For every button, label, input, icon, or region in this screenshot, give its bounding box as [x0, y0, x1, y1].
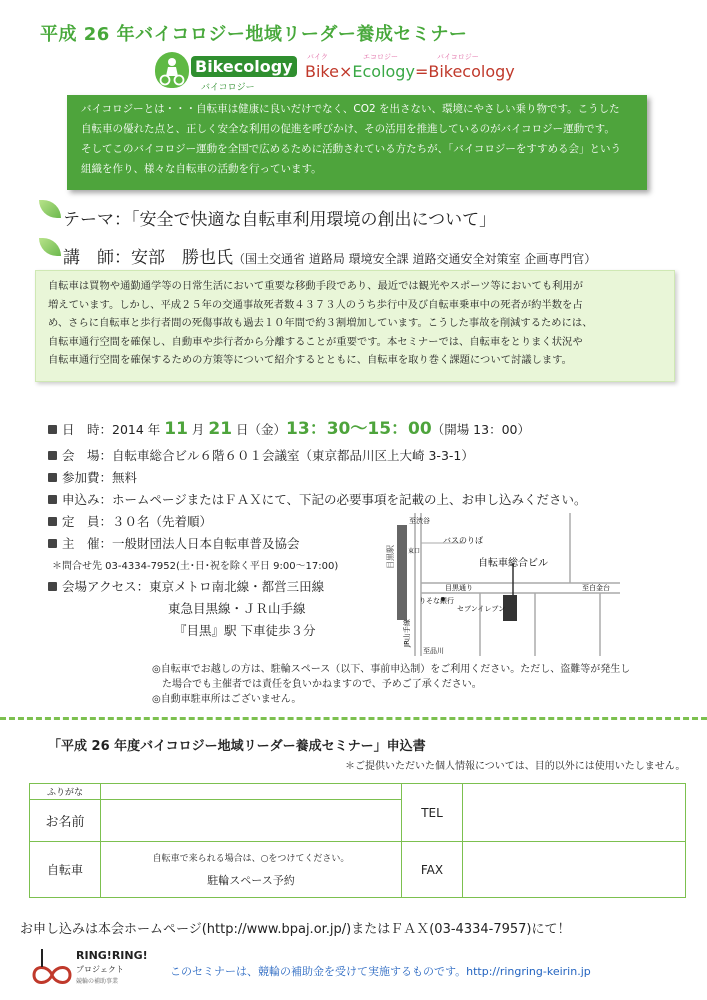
bullet-icon: [48, 473, 57, 482]
map-to-shinagawa: 至品川: [423, 647, 444, 655]
access-line-3: 『目黒』駅 下車徒歩３分: [174, 623, 316, 638]
map-bus: バスのりば: [443, 536, 483, 545]
map-shirokanedai: 至白金台: [582, 584, 610, 592]
eq-equals: =: [414, 62, 429, 81]
furigana-field[interactable]: [101, 784, 402, 800]
ruby-result: バイコロジー: [437, 53, 479, 61]
logo-sub: バイコロジー: [201, 83, 255, 93]
day-unit: 日（金）: [232, 422, 287, 437]
info-venue: [48, 446, 474, 464]
project-sub: 競輪の補助事業: [76, 978, 119, 985]
bullet-icon: [48, 495, 57, 504]
map-to-shibuya: 至渋谷: [409, 517, 430, 525]
map-east-exit: 東口: [408, 548, 421, 555]
tel-label: TEL: [402, 784, 463, 842]
name-label: お名前: [30, 800, 101, 842]
venue-text: 会 場：自転車総合ビル６階６０１会議室（東京都品川区上大崎 3-3-1）: [62, 448, 474, 463]
bullet-icon: [48, 425, 57, 434]
ringring-text: RING!RING!: [76, 949, 148, 962]
map-seven: セブンイレブン: [457, 605, 506, 613]
desc-line: 増えています。しかし、平成２５年の交通事故死者数４３７３人のうち歩行中及び自転車乗車中の死者が約半数を占: [48, 298, 583, 311]
name-field[interactable]: [101, 800, 402, 842]
notes: [152, 662, 630, 707]
intro-line: バイコロジーとは・・・自転車は健康に良いだけでなく、CO2 を出さない、環境にやさしい乗り物です。こうした: [81, 103, 620, 115]
bullet-icon: [48, 451, 57, 460]
date-month: 11: [164, 419, 188, 439]
intro-line: 自転車の優れた点と、正しく安全な利用の促進を呼びかけ、その活用を推進しているのがバイコロジー運動です。: [81, 123, 615, 135]
access-text: 会場アクセス：東京メトロ南北線・都営三田線: [62, 579, 325, 594]
apply-text: 申込み：ホームページまたはＦＡＸにて、下記の必要事項を記載の上、お申し込みください。: [62, 492, 587, 507]
subsidy-text: このセミナーは、競輪の補助金を受けて実施するものです。http://ringring-keirin.jp: [170, 965, 591, 978]
desc-line: 自転車は買物や通勤通学等の日常生活において重要な移動手段であり、最近では観光やスポーツ等においても利用が: [48, 280, 584, 292]
bullet-icon: [48, 539, 57, 548]
lecturer-name: 講 師：安部 勝也氏: [63, 248, 233, 268]
fax-field[interactable]: [463, 842, 686, 898]
theme-heading: テーマ：「安全で快適な自転車利用環境の創出について」: [63, 210, 497, 230]
project-text: プロジェクト: [76, 965, 124, 974]
venue-map: [385, 513, 620, 656]
info-fee: [48, 468, 137, 486]
leaf-icon: [39, 238, 61, 256]
parking-field[interactable]: [101, 842, 402, 898]
logo-word: Bikecology: [191, 56, 297, 77]
note-line: ◎自転車でお越しの方は、駐輪スペース（以下、事前申込制）をご利用ください。ただし、盗難等が発生し: [152, 664, 631, 675]
note-line: た場合でも主催者では責任を負いかねますので、予めご了承ください。: [162, 679, 482, 690]
lecturer-heading: [63, 243, 596, 268]
intro-line: そしてこのバイコロジー運動を全国で広めるために活動されている方たちが、「バイコロジーをすすめる会」という: [81, 143, 622, 155]
map-building: 自転車総合ビル: [478, 558, 548, 569]
date-day: 21: [208, 419, 233, 439]
application-form: [29, 783, 686, 898]
lecturer-affiliation: （国土交通省 道路局 環境安全課 道路交通安全対策室 企画専門官）: [233, 252, 597, 266]
bikecology-logo: [155, 52, 295, 94]
privacy-note: ＊ご提供いただいた個人情報については、目的以外には使用いたしません。: [345, 761, 686, 772]
bikecology-equation: [305, 53, 515, 81]
ringring-logo: [28, 945, 158, 993]
desc-line: 自転車通行空間を確保するための方策等について紹介するとともに、自転車を取り巻く課題について討議します。: [48, 354, 572, 366]
bullet-icon: [48, 582, 57, 591]
map-station: 目黒駅: [386, 545, 395, 569]
host-text: 主 催：一般財団法人日本自転車普及協会: [62, 536, 300, 551]
month-unit: 月: [187, 422, 209, 437]
note-line: ◎自動車駐車所はございません。: [152, 694, 302, 705]
capacity-text: 定 員：３０名（先着順）: [62, 514, 213, 529]
bullet-icon: [48, 517, 57, 526]
infinity-icon: [34, 949, 70, 983]
info-capacity: [48, 512, 212, 530]
eq-bike: Bike: [305, 62, 339, 81]
access-line-2: 東急目黒線・ＪＲ山手線: [168, 601, 306, 616]
map-yamanote: JR山手線: [403, 619, 411, 647]
page-title: 平成 26 年バイコロジー地域リーダー養成セミナー: [40, 24, 468, 45]
map-meguro-dori: 目黒通り: [445, 584, 473, 592]
info-date: [48, 414, 530, 439]
eq-ecology: Ecology: [352, 62, 415, 81]
fax-label: FAX: [402, 842, 463, 898]
description-box: [35, 270, 675, 382]
info-host: [48, 534, 300, 552]
desc-line: 自転車通行空間を確保し、自動車や歩行者から分離することが重要です。本セミナーでは、自転車をとりまく状況や: [48, 335, 583, 348]
fee-text: 参加費：無料: [62, 470, 138, 485]
bicycle-note: 自転車で来られる場合は、○をつけてください。: [152, 854, 350, 864]
ruby-bike: バイク: [307, 53, 328, 61]
form-title: 「平成 26 年度バイコロジー地域リーダー養成セミナー」申込書: [48, 739, 426, 754]
tel-field[interactable]: [463, 784, 686, 842]
cut-line: [0, 717, 707, 720]
open-time: （開場 13：00）: [431, 422, 530, 437]
ruby-eco: エコロジー: [363, 53, 398, 61]
date-label: 日 時：2014 年: [62, 422, 165, 437]
intro-line: 組織を作り、様々な自転車の活動を行っています。: [81, 163, 322, 175]
info-access: [48, 577, 324, 595]
desc-line: め、さらに自転車と歩行者間の死傷事故も過去１０年間で約３割増加しています。こうした事故を削減するためには、: [48, 317, 593, 329]
time-range: 13：30〜15：00: [286, 419, 432, 439]
apply-footer: お申し込みは本会ホームページ(http://www.bpaj.or.jp/)またはＦＡＸ(03-4334-7957)にて！: [20, 922, 571, 937]
parking-label: 駐輪スペース予約: [207, 874, 295, 887]
map-risona: りそな銀行: [419, 597, 454, 605]
intro-box: [67, 95, 647, 190]
bicycle-icon: [155, 52, 189, 88]
bicycle-label: 自転車: [30, 842, 101, 898]
eq-times: ×: [338, 62, 353, 81]
contact-text: ＊問合せ先 03-4334-7952(土･日･祝を除く平日 9:00〜17:00): [52, 561, 339, 572]
leaf-icon: [39, 200, 61, 218]
info-apply: [48, 490, 587, 508]
furigana-label: ふりがな: [30, 784, 101, 800]
eq-result: Bikecology: [428, 62, 515, 81]
